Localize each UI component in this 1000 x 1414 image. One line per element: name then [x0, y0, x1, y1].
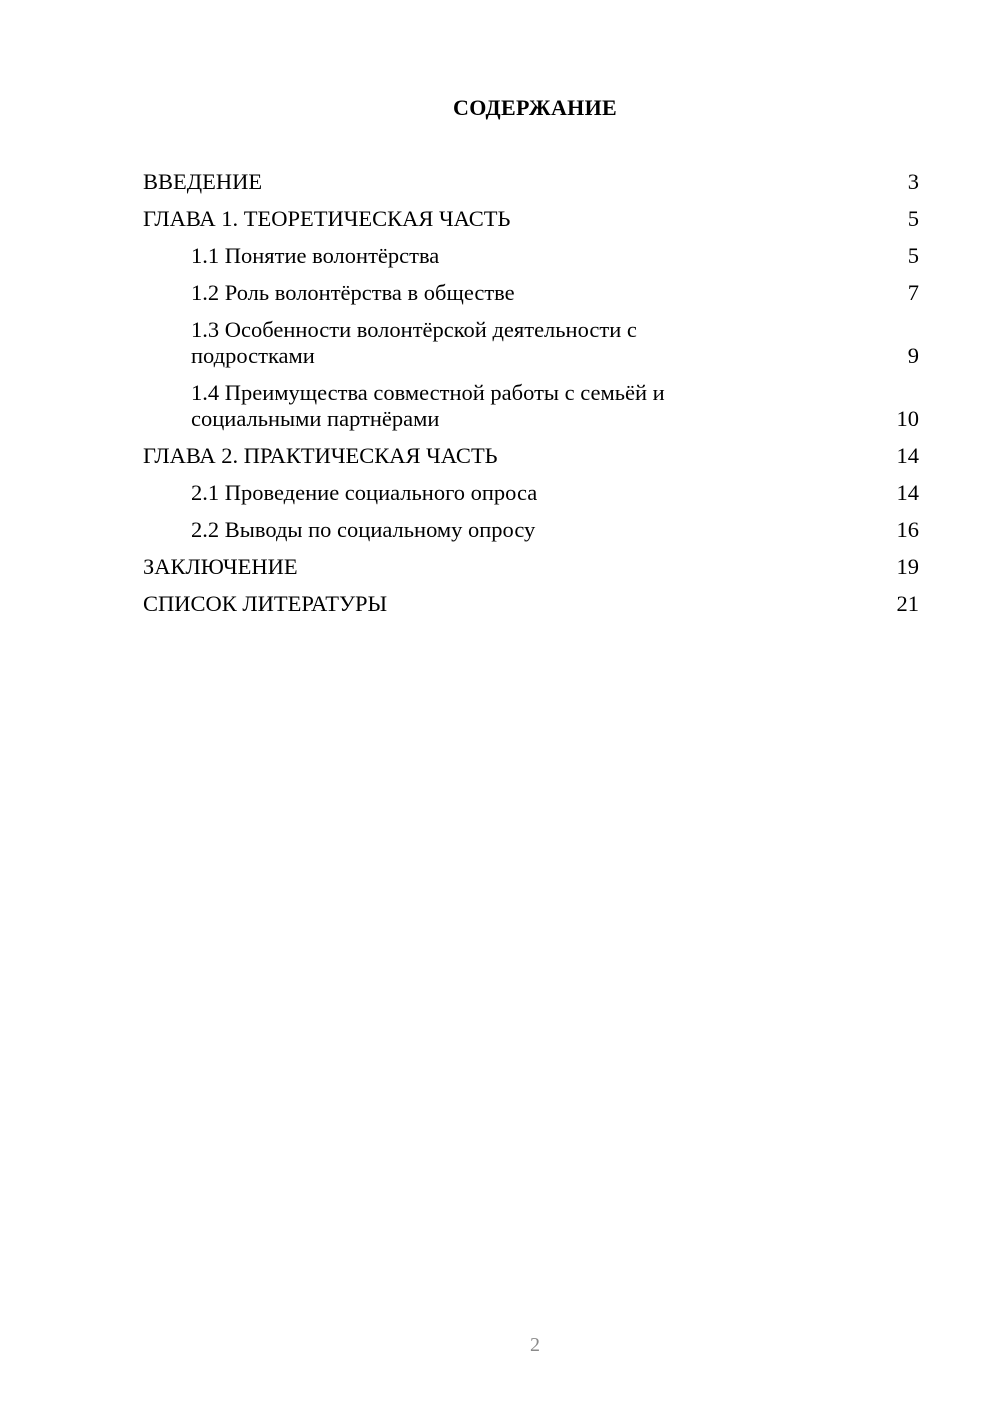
toc-entry-chapter-1[interactable]: [143, 206, 919, 232]
toc-entry-page: 10: [896, 406, 919, 431]
toc-entry-label: 2.1 Проведение социального опроса: [191, 480, 538, 505]
toc-entry-chapter-2[interactable]: [143, 443, 919, 469]
toc-entry-page: 14: [896, 443, 919, 468]
toc-entry-section-1-4[interactable]: [143, 380, 919, 432]
toc-entry-page: 21: [896, 591, 919, 616]
toc-entry-section-1-3[interactable]: [143, 317, 919, 369]
toc-entry-page: 19: [896, 554, 919, 579]
toc-entry-label: 1.3 Особенности волонтёрской деятельности с подростками: [191, 317, 637, 368]
toc-entry-section-2-2[interactable]: [143, 517, 919, 543]
toc-entry-page: 3: [907, 169, 919, 194]
toc-entry-label: 2.2 Выводы по социальному опросу: [191, 517, 536, 542]
toc-entry-section-2-1[interactable]: [143, 480, 919, 506]
toc-entry-introduction[interactable]: [143, 169, 919, 195]
toc-entry-page: 5: [907, 243, 919, 268]
toc-entry-label: ГЛАВА 1. ТЕОРЕТИЧЕСКАЯ ЧАСТЬ: [143, 206, 511, 231]
toc-entry-label: 1.1 Понятие волонтёрства: [191, 243, 440, 268]
toc-entry-page: 16: [896, 517, 919, 542]
table-of-contents: [143, 169, 919, 628]
toc-entry-section-1-2[interactable]: [143, 280, 919, 306]
toc-title: СОДЕРЖАНИЕ: [453, 95, 617, 120]
toc-entry-conclusion[interactable]: [143, 554, 919, 580]
toc-entry-label: ЗАКЛЮЧЕНИЕ: [143, 554, 298, 579]
toc-entry-label: 1.2 Роль волонтёрства в обществе: [191, 280, 515, 305]
toc-entry-section-1-1[interactable]: [143, 243, 919, 269]
toc-entry-label: 1.4 Преимущества совместной работы с семьёй и социальными партнёрами: [191, 380, 665, 431]
page-number: 2: [530, 1334, 540, 1356]
toc-entry-page: 5: [907, 206, 919, 231]
toc-entry-page: 14: [896, 480, 919, 505]
toc-entry-label: ВВЕДЕНИЕ: [143, 169, 263, 194]
toc-entry-page: 7: [907, 280, 919, 305]
toc-entry-page: 9: [907, 343, 919, 368]
toc-entry-label: СПИСОК ЛИТЕРАТУРЫ: [143, 591, 388, 616]
toc-entry-references[interactable]: [143, 591, 919, 617]
toc-entry-label: ГЛАВА 2. ПРАКТИЧЕСКАЯ ЧАСТЬ: [143, 443, 498, 468]
